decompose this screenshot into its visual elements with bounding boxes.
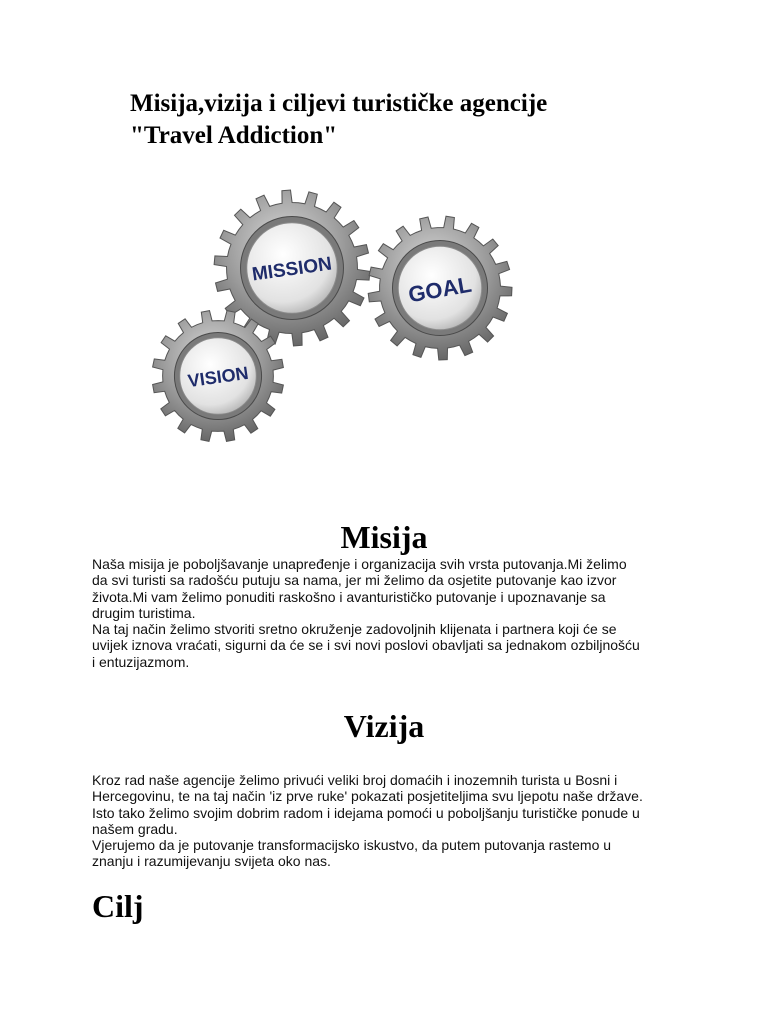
mission-gear-label: MISSION xyxy=(250,253,334,286)
section-body-vizija xyxy=(92,772,692,870)
text-line: Vjerujemo da je putovanje transformacijsko iskustvo, da putem putovanja rastemo u xyxy=(92,837,612,854)
section-heading-misija: Misija xyxy=(340,519,428,555)
text-line: da svi turisti sa radošću putuju sa nama, jer mi želimo da osjetite putovanje kao izvor xyxy=(92,572,617,589)
section-heading-vizija: Vizija xyxy=(343,708,425,744)
text-line: našem gradu. xyxy=(92,820,178,837)
goal-gear-label: GOAL xyxy=(406,271,474,308)
text-line: Hercegovinu, te na taj način 'iz prve ruke' pokazati posjetiteljima svu ljepotu naše države. xyxy=(92,788,643,805)
vision-gear-label: VISION xyxy=(186,362,250,392)
gears-illustration xyxy=(130,180,530,455)
section-body-misija xyxy=(92,556,692,670)
text-line: i entuzijazmom. xyxy=(92,653,190,670)
text-line: Naša misija je poboljšavanje unapređenje i organizacija svih vrsta putovanja.Mi želimo xyxy=(92,556,627,572)
text-line: života.Mi vam želimo ponuditi raskošno i avanturističko putovanje i upoznavanje sa xyxy=(92,588,606,605)
text-line: Na taj način želimo stvoriti sretno okruženje zadovoljnih klijenata i partnera koji će se xyxy=(92,621,617,638)
document-title xyxy=(130,88,730,152)
text-line: drugim turistima. xyxy=(92,604,196,621)
text-line: Kroz rad naše agencije želimo privući veliki broj domaćih i inozemnih turista u Bosni i xyxy=(92,772,618,788)
text-line: uvijek iznova vraćati, sigurni da će se i svi novi poslovi obavljati sa jednakom ozbiljnošću xyxy=(92,637,640,654)
section-heading-cilj: Cilj xyxy=(92,888,144,924)
title-line-1: Misija,vizija i ciljevi turističke agencije xyxy=(130,90,548,117)
title-line-2: "Travel Addiction" xyxy=(130,122,338,149)
text-line: Isto tako želimo svojim dobrim radom i idejama pomoći u poboljšanju turističke ponude u xyxy=(92,804,640,821)
text-line: znanju i razumijevanju svijeta oko nas. xyxy=(92,853,331,870)
gears-svg xyxy=(130,180,530,455)
